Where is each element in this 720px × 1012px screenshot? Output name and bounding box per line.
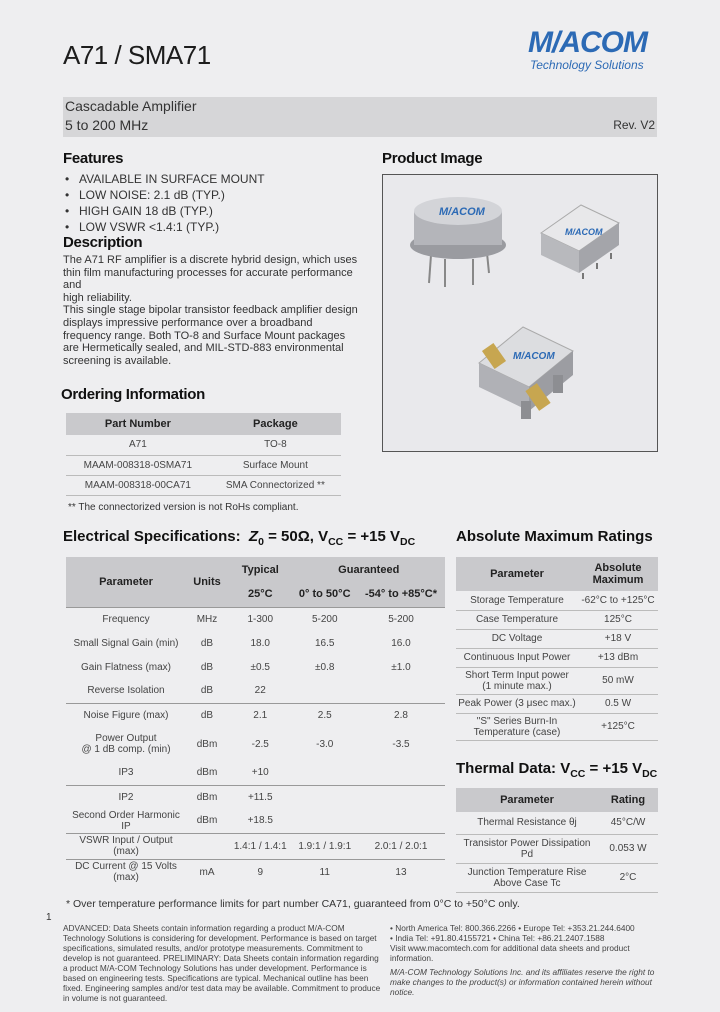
guaranteed-m54-85-cell	[357, 785, 445, 809]
feature-item: • LOW NOISE: 2.1 dB (TYP.)	[63, 187, 265, 203]
guaranteed-m54-85-cell	[357, 679, 445, 703]
col-absolute-maximum: Absolute Maximum	[578, 557, 658, 591]
guaranteed-0-50-cell: 2.5	[292, 703, 356, 727]
col-rating: Rating	[598, 788, 658, 812]
units-cell: MHz	[186, 607, 228, 631]
col-part-number: Part Number	[66, 413, 210, 435]
table-row	[66, 655, 445, 679]
units-cell: mA	[186, 859, 228, 885]
parameter-cell: Gain Flatness (max)	[80, 661, 172, 673]
table-row	[66, 435, 341, 455]
feature-item: • LOW VSWR <1.4:1 (TYP.)	[63, 219, 265, 235]
table-row	[456, 713, 658, 740]
col-parameter: Parameter	[456, 557, 578, 591]
thermal-title-text: Thermal Data: V	[456, 760, 571, 777]
parameter-cell: "S" Series Burn-In Temperature (case)	[456, 713, 578, 740]
parameter-cell: VSWR Input / Output (max)	[66, 833, 186, 859]
table-row	[66, 859, 445, 885]
guaranteed-0-50-cell	[292, 761, 356, 785]
table-row	[456, 648, 658, 667]
table-row	[66, 455, 341, 475]
col-25c: 25°C	[228, 582, 292, 607]
parameter-cell: Noise Figure (max)	[66, 703, 186, 727]
units-cell: dB	[200, 661, 214, 673]
table-row	[66, 607, 445, 631]
guaranteed-m54-85-cell: 16.0	[391, 637, 411, 649]
table-row	[66, 833, 445, 859]
value-cell: +125°C	[578, 713, 658, 740]
logo-subtitle: Technology Solutions	[530, 58, 644, 72]
guaranteed-0-50-cell: 1.9:1 / 1.9:1	[292, 833, 356, 859]
parameter-cell: Small Signal Gain (min)	[73, 637, 179, 649]
value-cell: 0.5 W	[578, 694, 658, 713]
smt-package	[541, 205, 619, 279]
parameter-cell: Peak Power (3 μsec max.)	[456, 694, 578, 713]
parameter-cell: Second Order Harmonic IP	[72, 809, 180, 832]
units-cell: dB	[186, 703, 228, 727]
col-units: Units	[186, 557, 228, 607]
table-row	[66, 679, 445, 703]
guaranteed-m54-85-cell: ±1.0	[391, 661, 411, 673]
parameter-cell: Storage Temperature	[456, 591, 578, 610]
units-cell: dBm	[186, 785, 228, 809]
ordering-note: ** The connectorized version is not RoHs compliant.	[68, 502, 299, 513]
product-photos	[383, 175, 659, 453]
table-row	[456, 863, 658, 892]
table-row	[66, 785, 445, 809]
contact-line[interactable]: Visit www.macomtech.com for additional data sheets and product information.	[390, 943, 630, 963]
typical-cell: 22	[254, 685, 266, 697]
units-cell: dB	[200, 685, 214, 697]
cond-v-sub2: DC	[399, 536, 416, 548]
description-heading: Description	[63, 234, 143, 251]
guaranteed-m54-85-cell: 2.8	[357, 703, 445, 727]
guaranteed-0-50-cell	[292, 679, 356, 703]
guaranteed-m54-85-cell	[357, 761, 445, 785]
table-row	[456, 610, 658, 629]
frequency-range: 5 to 200 MHz	[65, 117, 149, 133]
table-row	[456, 694, 658, 713]
table-row	[456, 834, 658, 863]
col-m54-85c: -54° to +85°C*	[357, 582, 445, 607]
svg-text:M/ACOM: M/ACOM	[513, 351, 555, 362]
table-row	[456, 667, 658, 694]
thermal-title-val: = +15 V	[589, 760, 643, 777]
feature-item: • AVAILABLE IN SURFACE MOUNT	[63, 171, 265, 187]
table-row	[66, 631, 445, 655]
guaranteed-m54-85-cell: 13	[357, 859, 445, 885]
electrical-spec-title	[63, 528, 415, 548]
description-p1: The A71 RF amplifier is a discrete hybrid design, which uses thin film manufacturing processes for accurate performance and	[63, 254, 358, 292]
guaranteed-0-50-cell	[292, 809, 356, 833]
parameter-cell: Thermal Resistance θj	[456, 812, 598, 834]
table-row	[456, 591, 658, 610]
value-cell: 0.053 W	[598, 834, 658, 863]
parameter-cell: DC Voltage	[456, 629, 578, 648]
ordering-table	[66, 413, 341, 496]
table-row	[66, 703, 445, 727]
guaranteed-0-50-cell: 11	[292, 859, 356, 885]
table-row	[66, 809, 445, 833]
svg-text:M/ACOM: M/ACOM	[565, 227, 603, 237]
value-cell: 45°C/W	[598, 812, 658, 834]
units-cell: dBm	[196, 738, 218, 750]
value-cell: 50 mW	[578, 667, 658, 694]
units-cell: dBm	[196, 815, 218, 827]
cond-z-sub: 0	[258, 536, 264, 548]
value-cell: -62°C to +125°C	[578, 591, 658, 610]
parameter-cell: Continuous Input Power	[456, 648, 578, 667]
parameter-cell: Case Temperature	[456, 610, 578, 629]
parameter-cell: Frequency	[66, 607, 186, 631]
guaranteed-m54-85-cell: 5-200	[357, 607, 445, 631]
product-image	[382, 174, 658, 452]
units-cell: dB	[200, 637, 214, 649]
col-guaranteed: Guaranteed	[292, 557, 445, 582]
ordering-heading: Ordering Information	[61, 386, 206, 403]
table-row	[456, 629, 658, 648]
col-parameter: Parameter	[456, 788, 598, 812]
abs-max-heading: Absolute Maximum Ratings	[456, 528, 653, 545]
col-parameter: Parameter	[66, 557, 186, 607]
package: SMA Connectorized **	[210, 475, 341, 495]
parameter-cell: Junction Temperature Rise Above Case Tc	[456, 863, 598, 892]
value-cell: +13 dBm	[578, 648, 658, 667]
guaranteed-0-50-cell: 16.5	[314, 637, 335, 649]
typical-cell: 2.1	[228, 703, 292, 727]
legal-notice: M/A-COM Technology Solutions Inc. and its affiliates reserve the right to make changes to the product(s) or information contained herein without notice.	[390, 967, 655, 997]
col-package: Package	[210, 413, 341, 435]
cond-z: Z	[248, 528, 259, 545]
cond-v-sub: CC	[328, 536, 344, 548]
typical-cell: ±0.5	[250, 661, 270, 673]
typical-cell: +18.5	[247, 815, 273, 827]
package: Surface Mount	[210, 455, 341, 475]
description-text	[63, 254, 358, 367]
typical-cell: 9	[228, 859, 292, 885]
advanced-disclaimer: ADVANCED: Data Sheets contain information regarding a product M/A-COM Technology Solutions is considering for development. Performance is based on target specifications, simulated results, and/or prototype measurements. Commitment to develop is not guaranteed. PRELIMINARY: Data Sheets contain information regarding a product M/A-COM Technology Solutions has under development. Performance is based on engineering tests. Specifications are typical. Mechanical outline has been fixed. Engineering samples and/or test data may be available. Commitment to produce in volume is not guaranteed.	[63, 923, 381, 1003]
contact-line: • India Tel: +91.80.4155721 • China Tel: +86.21.2407.1588	[390, 933, 605, 943]
macom-logo	[528, 26, 668, 86]
col-typical: Typical	[228, 557, 292, 582]
contact-info	[390, 923, 662, 963]
typical-cell: +10	[251, 767, 269, 779]
feature-item: • HIGH GAIN 18 dB (TYP.)	[63, 203, 265, 219]
part-number: MAAM-008318-0SMA71	[66, 455, 210, 475]
abs-max-table	[456, 557, 658, 741]
logo-mark: M/ACOM	[528, 26, 647, 59]
cond-z-val: = 50Ω, V	[268, 528, 329, 545]
features-list	[63, 171, 265, 235]
parameter-cell: IP2	[66, 785, 186, 809]
units-cell	[186, 833, 228, 859]
package: TO-8	[210, 435, 341, 455]
thermal-table	[456, 788, 658, 893]
thermal-title-sub: CC	[570, 768, 586, 780]
value-cell: 125°C	[578, 610, 658, 629]
guaranteed-0-50-cell	[292, 785, 356, 809]
table-row	[66, 727, 445, 761]
part-title: A71 / SMA71	[63, 40, 211, 70]
cond-v-val: = +15 V	[347, 528, 400, 545]
guaranteed-m54-85-cell: -3.5	[392, 738, 410, 750]
contact-line: • North America Tel: 800.366.2266 • Europe Tel: +353.21.244.6400	[390, 923, 635, 933]
part-number: MAAM-008318-00CA71	[66, 475, 210, 495]
value-cell: +18 V	[578, 629, 658, 648]
typical-cell: 18.0	[250, 637, 270, 649]
guaranteed-m54-85-cell: 2.0:1 / 2.0:1	[357, 833, 445, 859]
guaranteed-0-50-cell: -3.0	[316, 738, 334, 750]
table-row	[66, 761, 445, 785]
typical-cell: 1-300	[228, 607, 292, 631]
temperature-footnote: * Over temperature performance limits for part number CA71, guaranteed from 0°C to +50°C only.	[66, 898, 520, 910]
product-name: Cascadable Amplifier	[65, 98, 197, 114]
thermal-data-title	[456, 760, 657, 780]
svg-text:M/ACOM: M/ACOM	[439, 206, 485, 218]
revision: Rev. V2	[613, 118, 655, 132]
electrical-title-text: Electrical Specifications:	[63, 528, 241, 545]
parameter-cell: DC Current @ 15 Volts (max)	[66, 859, 186, 885]
typical-cell: -2.5	[251, 738, 269, 750]
units-cell: dBm	[196, 767, 218, 779]
parameter-cell: Transistor Power Dissipation Pd	[456, 834, 598, 863]
guaranteed-0-50-cell: 5-200	[292, 607, 356, 631]
title-band	[63, 97, 657, 137]
guaranteed-0-50-cell: ±0.8	[315, 661, 335, 673]
product-image-heading: Product Image	[382, 150, 483, 167]
electrical-spec-table	[66, 557, 445, 885]
table-row	[456, 812, 658, 834]
guaranteed-m54-85-cell	[357, 809, 445, 833]
col-0-50c: 0° to 50°C	[292, 582, 356, 607]
parameter-cell: Reverse Isolation	[87, 685, 165, 697]
description-p3: This single stage bipolar transistor feedback amplifier design displays impressive performance over a broadband frequency range. Both TO-8 and Surface Mount packages are Hermetically sealed, and MIL-STD-883 environmental screening is available.	[63, 304, 358, 367]
page-number: 1	[46, 912, 52, 923]
features-heading: Features	[63, 150, 124, 167]
typical-cell: 1.4:1 / 1.4:1	[228, 833, 292, 859]
thermal-title-sub2: DC	[642, 768, 658, 780]
description-p2: high reliability.	[63, 291, 132, 304]
to8-package	[410, 197, 506, 287]
parameter-cell: Short Term Input power (1 minute max.)	[456, 667, 578, 694]
part-number: A71	[66, 435, 210, 455]
parameter-cell: IP3	[118, 767, 134, 779]
connectorized-package	[479, 327, 573, 419]
parameter-cell: Power Output @ 1 dB comp. (min)	[81, 733, 171, 755]
table-row	[66, 475, 341, 495]
value-cell: 2°C	[598, 863, 658, 892]
typical-cell: +11.5	[228, 785, 292, 809]
